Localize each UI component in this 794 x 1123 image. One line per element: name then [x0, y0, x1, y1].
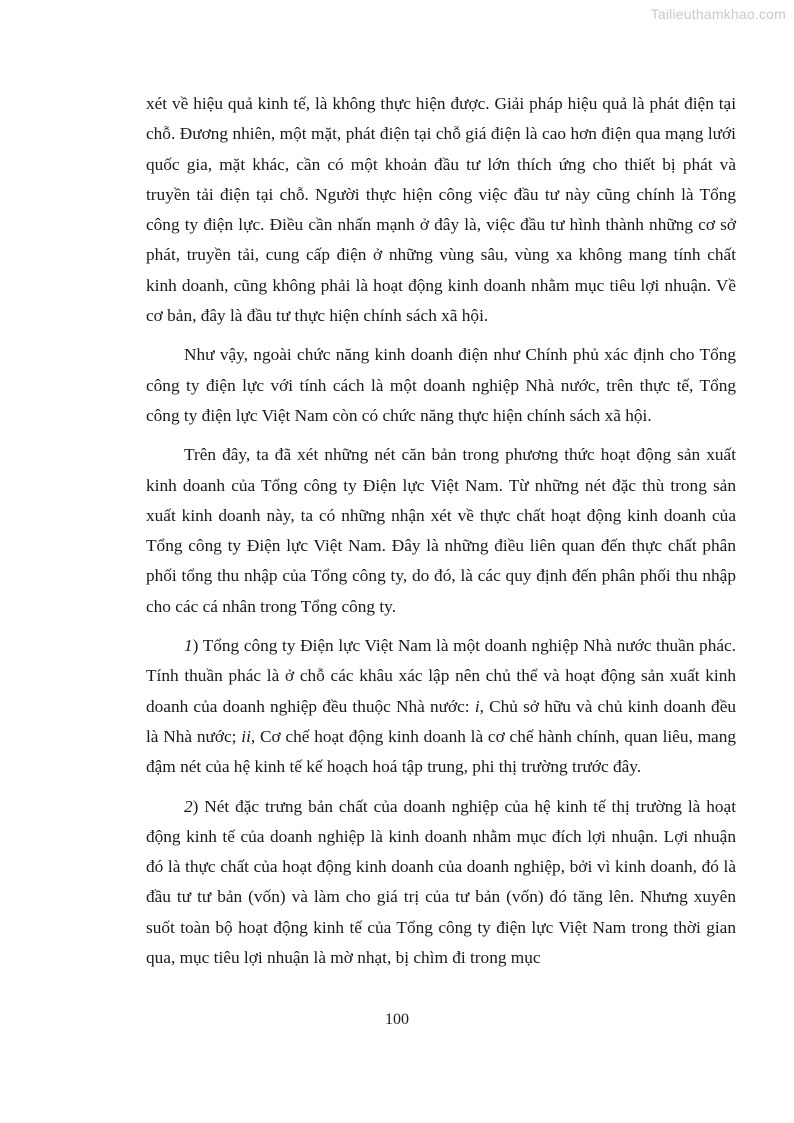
- paragraph: [146, 340, 736, 431]
- watermark-text: Tailieuthamkhao.com: [650, 6, 786, 22]
- list-number: 2: [184, 796, 193, 816]
- paragraph-continued: [146, 89, 736, 331]
- paragraph-text: ) Nét đặc trưng bản chất của doanh nghiệp của hệ kinh tế thị trường là hoạt động kinh tế của doanh nghiệp là kinh doanh nhằm mục đích lợi nhuận. Lợi nhuận đó là thực chất của hoạt động kinh doanh của doanh nghiệp, bởi vì kinh doanh, đó là đầu tư tư bản (vốn) và làm cho giá trị của tư bản (vốn) đó tăng lên. Nhưng xuyên suốt toàn bộ hoạt động kinh tế của Tổng công ty điện lực Việt Nam trong thời gian qua, mục tiêu lợi nhuận là mờ nhạt, bị chìm đi trong mục: [146, 796, 736, 968]
- page-number: 100: [385, 1011, 409, 1028]
- numbered-paragraph-1: [146, 631, 736, 782]
- paragraph-text: , Cơ chế hoạt động kinh doanh là cơ chế hành chính, quan liêu, mang đậm nét của hệ kinh tế kế hoạch hoá tập trung, phi thị trường trước đây.: [146, 726, 736, 777]
- sublist-marker: ii: [241, 726, 251, 746]
- paragraph-text: Trên đây, ta đã xét những nét căn bản trong phương thức hoạt động sản xuất kinh doanh của Tổng công ty Điện lực Việt Nam. Từ những nét đặc thù trong sản xuất kinh doanh này, ta có những nhận xét về thực chất hoạt động kinh doanh của Tổng công ty Điện lực Việt Nam. Đây là những điều liên quan đến thực chất phân phối tổng thu nhập của Tổng công ty, do đó, là các quy định đến phân phối thu nhập cho các cá nhân trong Tổng công ty.: [146, 445, 736, 616]
- list-number: 1: [184, 636, 193, 656]
- paragraph: [146, 440, 736, 622]
- body-text: [146, 89, 736, 973]
- numbered-paragraph-2: [146, 792, 736, 974]
- paragraph-text: Như vậy, ngoài chức năng kinh doanh điện như Chính phủ xác định cho Tổng công ty điện lực với tính cách là một doanh nghiệp Nhà nước, trên thực tế, Tổng công ty điện lực Việt Nam còn có chức năng thực hiện chính sách xã hội.: [146, 345, 736, 425]
- paragraph-text: , Chủ sở hữu và chủ kinh doanh đều là Nhà nước;: [146, 696, 737, 746]
- sublist-marker: i: [474, 696, 480, 716]
- paragraph-text: xét về hiệu quả kinh tế, là không thực hiện được. Giải pháp hiệu quả là phát điện tại chỗ. Đương nhiên, một mặt, phát điện tại chỗ giá điện là cao hơn điện qua mạng lưới quốc gia, mặt khác, cần có một khoản đầu tư lớn thích ứng cho thiết bị phát và truyền tải điện tại chỗ. Người thực hiện công việc đầu tư này cũng chính là Tổng công ty điện lực. Điều cần nhấn mạnh ở đây là, việc đầu tư hình thành những cơ sở phát, truyền tải, cung cấp điện ở những vùng sâu, vùng xa không mang tính chất kinh doanh, cũng không phải là hoạt động kinh doanh nhằm mục tiêu lợi nhuận. Về cơ bản, đây là đầu tư thực hiện chính sách xã hội.: [146, 94, 736, 326]
- paragraph-text: ) Tổng công ty Điện lực Việt Nam là một doanh nghiệp Nhà nước thuần phác. Tính thuần phác là ở chỗ các khâu xác lập nên chủ thể và hoạt động sản xuất kinh doanh của doanh nghiệp đều thuộc Nhà nước:: [146, 636, 736, 716]
